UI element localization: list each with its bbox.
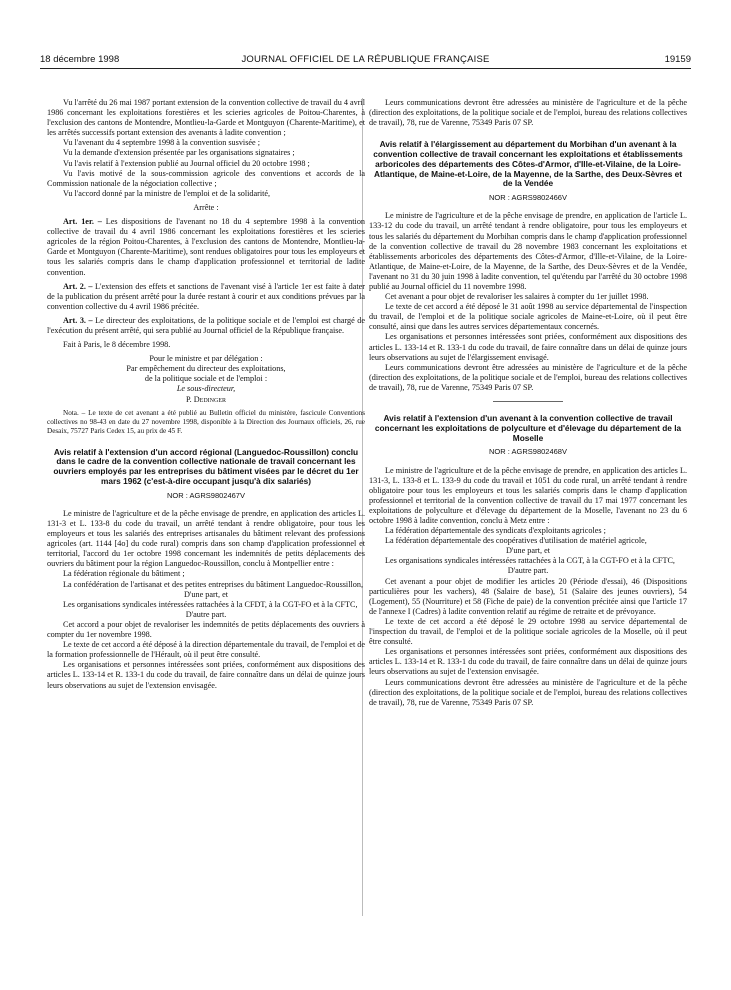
notice-title: Avis relatif à l'extension d'un accord régional (Languedoc-Roussillon) conclu dans le cadre de la convention collective nationale de travail concernant les ouvriers employés par les entreprises du bâtiment visées par le décret du 1er mars 1962 (c'est-à-dire occupant jusqu'à dix salariés): [53, 446, 359, 487]
visa: Vu l'avis motivé de la sous-commission agricole des conventions et accords de la Commission nationale de la négociation collective ;: [47, 168, 365, 188]
notice-paragraph: Le ministre de l'agriculture et de la pêche envisage de prendre, en application des articles L. 131-3 et L. 133-8 du code du travail, un arrêté tendant à rendre obligatoire, pour tous les employeurs et tous les salariés des entreprises artisanales du bâtiment relevant des professions agricoles (art. 1144 [4o] du code rural) compris dans son champ d'application professionnel et territorial, l'accord du 1er octobre 1998 concernant les indemnités de petits déplacements des ouvriers du bâtiment pour la région Languedoc-Roussillon, conclu à Montpellier entre :: [47, 508, 365, 569]
notice-paragraph: Les organisations et personnes intéressées sont priées, conformément aux dispositions des articles L. 133-14 et R. 133-1 du code du travail, de faire connaître dans un délai de quinze jours leurs observations au sujet de l'extension envisagée.: [369, 647, 687, 677]
notice-paragraph: Les organisations syndicales intéressées rattachées à la CFDT, à la CGT-FO et à la CFTC,: [63, 599, 358, 609]
visa: Vu l'arrêté du 26 mai 1987 portant extension de la convention collective de travail du 4 avril 1986 concernant les exploitations forestières et les scieries agricoles de Poitou-Charentes, à l'exclusion des cantons de Montendre, Montlieu-la-Garde et Montguyon (Charente-Maritime), et les arrêtés successifs portant extension des avenants à ladite convention ;: [47, 98, 366, 138]
journal-title: JOURNAL OFFICIEL DE LA RÉPUBLIQUE FRANÇAISE: [241, 54, 490, 65]
left-column: [47, 98, 365, 691]
arrete-heading: Arrête :: [193, 202, 219, 212]
notice-paragraph: Les organisations et personnes intéressées sont priées, conformément aux dispositions des articles L. 133-14 et R. 133-1 du code du travail, de faire connaître dans un délai de quinze jours leurs observations au sujet de l'extension envisagée.: [47, 660, 365, 690]
continued-paragraph: Leurs communications devront être adressées au ministère de l'agriculture et de la pêche (direction des exploitations, de la politique sociale et de l'emploi, bureau des relations collectives de travail), 78, rue de Varenne, 75349 Paris 07 SP.: [369, 98, 687, 128]
notice-paragraph: D'autre part.: [185, 609, 227, 619]
notice-paragraph: Le texte de cet accord a été déposé à la direction départementale du travail, de l'emploi et de la formation professionnelle de l'Hérault, où il peut être consulté.: [47, 640, 365, 660]
notice-paragraph: Cet accord a pour objet de revaloriser les indemnités de petits déplacements des ouvriers à compter du 1er novembre 1998.: [47, 619, 365, 640]
article-number: Art. 3. –: [63, 315, 93, 325]
visa: Vu l'avenant du 4 septembre 1998 à la convention susvisée ;: [63, 138, 260, 148]
notice-paragraph: Cet avenant a pour objet de modifier les articles 20 (Période d'essai), 46 (Dispositions particulières pour les vachers), 48 (Salaire de base), 51 (Salaire des jeunes ouvriers), 54 (Logement), 55 (Nourriture) et 58 (Fiche de paie) de la convention précitée ainsi que l'article 17 de l'annexe I (Cadres) à ladite convention relatif au régime de retraite et de prévoyance.: [369, 576, 687, 616]
notice-title: Avis relatif à l'élargissement au département du Morbihan d'un avenant à la convention collective de travail concernant les exploitations et établissements arboricoles des départements des Côtes-d'Armor, d'Ille-et-Vilaine, de la Loire-Atlantique, de Maine-et-Loire, de la Mayenne, de la Sarthe, des Deux-Sèvres et de la Vendée: [373, 139, 683, 189]
signatory-name: P. Dedinger: [186, 394, 226, 404]
notice-paragraph: D'autre part.: [507, 566, 549, 576]
notice-paragraph: La fédération départementale des syndicats d'exploitants agricoles ;: [385, 526, 606, 536]
notice-paragraph: Leurs communications devront être adressées au ministère de l'agriculture et de la pêche (direction des exploitations, de la politique sociale et de l'emploi, bureau des relations collectives de travail), 78, rue de Varenne, 75349 Paris 07 SP.: [369, 362, 687, 392]
notice-paragraph: Le texte de cet accord a été déposé le 31 août 1998 au service départemental de l'inspection du travail, de l'emploi et de la politique sociale agricoles de Maine-et-Loire, où il peut être consulté, ainsi que dans les autres services départementaux concernés.: [369, 302, 687, 332]
notice-paragraph: D'une part, et: [506, 546, 550, 556]
article-number: Art. 2. –: [63, 281, 93, 291]
notice-paragraph: Leurs communications devront être adressées au ministère de l'agriculture et de la pêche (direction des exploitations, de la politique sociale et de l'emploi, bureau des relations collectives de travail), 78, rue de Varenne, 75349 Paris 07 SP.: [369, 677, 687, 707]
page-header: [40, 52, 691, 69]
notice-paragraph: Cet avenant a pour objet de revaloriser les salaires à compter du 1er juillet 1998.: [385, 292, 649, 302]
signature-line: de la politique sociale et de l'emploi :: [144, 374, 268, 384]
notice-paragraph: La confédération de l'artisanat et des petites entreprises du bâtiment Languedoc-Roussillon,: [63, 579, 363, 589]
article-text: Les dispositions de l'avenant no 18 du 4 septembre 1998 à la convention collective de travail du 4 avril 1986 concernant les exploitations forestières et les scieries agricoles de la région Poitou-Charentes, à l'exclusion des cantons de Montendre, Montlieu-la-Garde et Montguyon (Charente-Maritime), sont rendues obligatoires pour tous les employeurs et tous les salariés compris dans le champ d'application professionnel et territorial de ladite convention.: [47, 217, 366, 277]
nor-reference: NOR : AGRS9802468V: [489, 447, 567, 457]
signature-line: Pour le ministre et par délégation :: [149, 354, 263, 364]
article-1: [47, 217, 365, 278]
visa: Vu l'accord donné par la ministre de l'emploi et de la solidarité,: [63, 188, 271, 198]
signature-line: Par empêchement du directeur des exploitations,: [126, 364, 286, 374]
article-text: L'extension des effets et sanctions de l'avenant visé à l'article 1er est faite à dater de la publication du présent arrêté pour la durée restant à courir et aux conditions prévues par la convention collective du 4 avril 1986 précitée.: [47, 281, 365, 311]
visa: Vu l'avis relatif à l'extension publié au Journal officiel du 20 octobre 1998 ;: [63, 158, 310, 168]
nor-reference: NOR : AGRS9802467V: [167, 490, 245, 500]
notice-paragraph: La fédération départementale des coopératives d'utilisation de matériel agricole,: [385, 536, 647, 546]
notice-paragraph: Les organisations et personnes intéressées sont priées, conformément aux dispositions des articles L. 133-14 et R. 133-1 du code du travail, de faire connaître dans un délai de quinze jours leurs observations au sujet de l'élargissement envisagé.: [369, 332, 687, 362]
notice-paragraph: Le ministre de l'agriculture et de la pêche envisage de prendre, en application de l'article L. 133-12 du code du travail, un arrêté tendant à rendre obligatoire, pour tous les employeurs et tous les salariés du département du Morbihan compris dans le champ d'application professionnel de la convention collective de travail du 28 novembre 1983 concernant les exploitations et établissements arboricoles des départements des Côtes-d'Armor, d'Ille-et-Vilaine, de la Loire-Atlantique, de Maine-et-Loire, de la Mayenne, de la Sarthe, des Deux-Sèvres et de la Vendée, l'avenant no 31 du 30 juin 1998 à ladite convention, tel qu'étendu par l'arrêté du 30 octobre 1998 publié au Journal officiel du 11 novembre 1998.: [369, 211, 687, 292]
article-number: Art. 1er. –: [63, 217, 102, 227]
article-text: Le directeur des exploitations, de la politique sociale et de l'emploi est chargé de l'exécution du présent arrêté, qui sera publié au Journal officiel de la République française.: [47, 315, 366, 335]
notice-paragraph: Les organisations syndicales intéressées rattachées à la CGT, à la CGT-FO et à la CFTC,: [385, 556, 675, 566]
notice-paragraph: Le ministre de l'agriculture et de la pêche envisage de prendre, en application des articles L. 131-3, L. 133-8 et L. 133-9 du code du travail et 1051 du code rural, un arrêté tendant à rendre obligatoire pour tous les employeurs et tous les salariés compris dans le champ d'application professionnel et territorial de la convention collective de travail du 17 mai 1977 concernant les exploitations de polyculture et d'élevage du département de la Moselle, l'avenant no 23 du 6 octobre 1998 à ladite convention, conclu à Metz entre :: [369, 465, 687, 525]
signature-title: Le sous-directeur,: [176, 384, 236, 394]
page-number: 19159: [664, 54, 691, 65]
notice-title: Avis relatif à l'extension d'un avenant à la convention collective de travail concernant les exploitations de polyculture et d'élevage du département de la Moselle: [374, 413, 682, 443]
nota: Nota. – Le texte de cet avenant a été publié au Bulletin officiel du ministère, fascicule Conventions collectives no 98-43 en date du 27 novembre 1998, disponible à la Direction des Journaux officiels, 26, rue Desaix, 75727 Paris Cedex 15, au prix de 45 F.: [47, 408, 365, 435]
article-2: [47, 282, 365, 312]
nor-reference: NOR : AGRS9802466V: [489, 193, 567, 203]
right-column: [369, 98, 687, 708]
fait-a-paris: Fait à Paris, le 8 décembre 1998.: [63, 340, 171, 350]
article-3: [47, 316, 365, 336]
notice-paragraph: D'une part, et: [184, 589, 228, 599]
header-date: 18 décembre 1998: [40, 54, 120, 65]
visa: Vu la demande d'extension présentée par les organisations signataires ;: [63, 148, 295, 158]
section-separator: [493, 401, 563, 402]
notice-paragraph: La fédération régionale du bâtiment ;: [63, 569, 185, 579]
notice-paragraph: Le texte de cet accord a été déposé le 29 octobre 1998 au service départemental de l'inspection du travail, de l'emploi et de la politique sociale agricoles de la Moselle, où il peut être consulté.: [369, 616, 687, 647]
